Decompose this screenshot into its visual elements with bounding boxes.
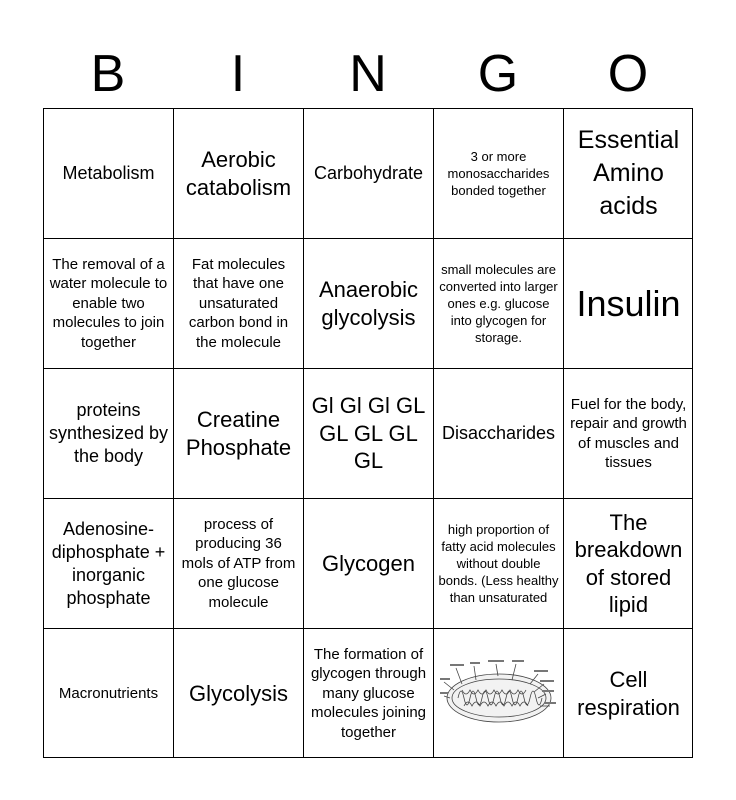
bingo-cell[interactable]: [173, 108, 303, 238]
cell-text: Glycogen: [322, 550, 415, 576]
bingo-cell-image[interactable]: [433, 628, 563, 758]
bingo-cell[interactable]: [303, 108, 433, 238]
bingo-cell[interactable]: [303, 238, 433, 368]
bingo-cell[interactable]: [563, 368, 693, 498]
cell-text: Insulin: [576, 282, 681, 324]
header-letter-o: O: [607, 45, 649, 103]
bingo-cell[interactable]: [173, 628, 303, 758]
cell-text: Creatine Phosphate: [185, 407, 292, 460]
cell-text: process of producing 36 mols of ATP from one glucose molecule: [181, 515, 296, 611]
bingo-cell[interactable]: [303, 628, 433, 758]
cell-text: Glycolysis: [188, 680, 288, 706]
bingo-cell[interactable]: [43, 498, 173, 628]
header-letter-i: I: [230, 45, 246, 103]
cell-text: The breakdown of stored lipid: [574, 509, 683, 617]
cell-text: Cell respiration: [577, 667, 680, 720]
cell-text: Disaccharides: [441, 423, 556, 443]
bingo-cell[interactable]: [433, 368, 563, 498]
bingo-cell[interactable]: [43, 628, 173, 758]
cell-text: Fuel for the body, repair and growth of muscles and tissues: [570, 395, 687, 471]
cell-text: Aerobic catabolism: [185, 147, 292, 200]
bingo-cell[interactable]: [173, 238, 303, 368]
cell-text: The removal of a water molecule to enable two molecules to join together: [49, 255, 168, 351]
cell-text: Adenosine-diphosphate + inorganic phosphate: [51, 518, 166, 608]
cell-text: Carbohydrate: [313, 163, 424, 183]
cell-text: small molecules are converted into larger ones e.g. glucose into glycogen for storage.: [439, 262, 558, 345]
header-letter-g: G: [477, 45, 519, 103]
cell-text: high proportion of fatty acid molecules without double bonds. (Less healthy than unsaturated: [438, 522, 559, 605]
bingo-cell[interactable]: [563, 108, 693, 238]
cell-text: Anaerobic glycolysis: [318, 277, 419, 330]
cell-text: Metabolism: [62, 163, 155, 183]
bingo-cell[interactable]: [303, 368, 433, 498]
bingo-cell[interactable]: [433, 238, 563, 368]
cell-text: The formation of glycogen through many glucose molecules joining together: [310, 645, 427, 741]
bingo-cell[interactable]: [433, 108, 563, 238]
bingo-grid: [43, 108, 693, 758]
bingo-cell[interactable]: [563, 498, 693, 628]
cell-text: 3 or more monosaccharides bonded together: [447, 149, 550, 198]
bingo-cell[interactable]: [173, 498, 303, 628]
bingo-cell[interactable]: [563, 628, 693, 758]
bingo-cell[interactable]: [43, 368, 173, 498]
bingo-cell[interactable]: [303, 498, 433, 628]
mitochondrion-diagram-icon: [440, 654, 558, 734]
cell-text: Fat molecules that have one unsaturated carbon bond in the molecule: [188, 255, 289, 351]
bingo-cell[interactable]: [43, 238, 173, 368]
header-letter-b: B: [90, 45, 126, 103]
bingo-cell[interactable]: [43, 108, 173, 238]
bingo-cell[interactable]: [433, 498, 563, 628]
bingo-cell[interactable]: [173, 368, 303, 498]
cell-text: Essential Amino acids: [577, 126, 680, 220]
cell-text: Gl Gl Gl GL GL GL GL GL: [311, 393, 426, 474]
bingo-header: [43, 40, 693, 108]
cell-text: proteins synthesized by the body: [48, 400, 169, 466]
cell-text: Macronutrients: [58, 684, 159, 702]
bingo-cell[interactable]: [563, 238, 693, 368]
header-letter-n: N: [349, 45, 387, 103]
